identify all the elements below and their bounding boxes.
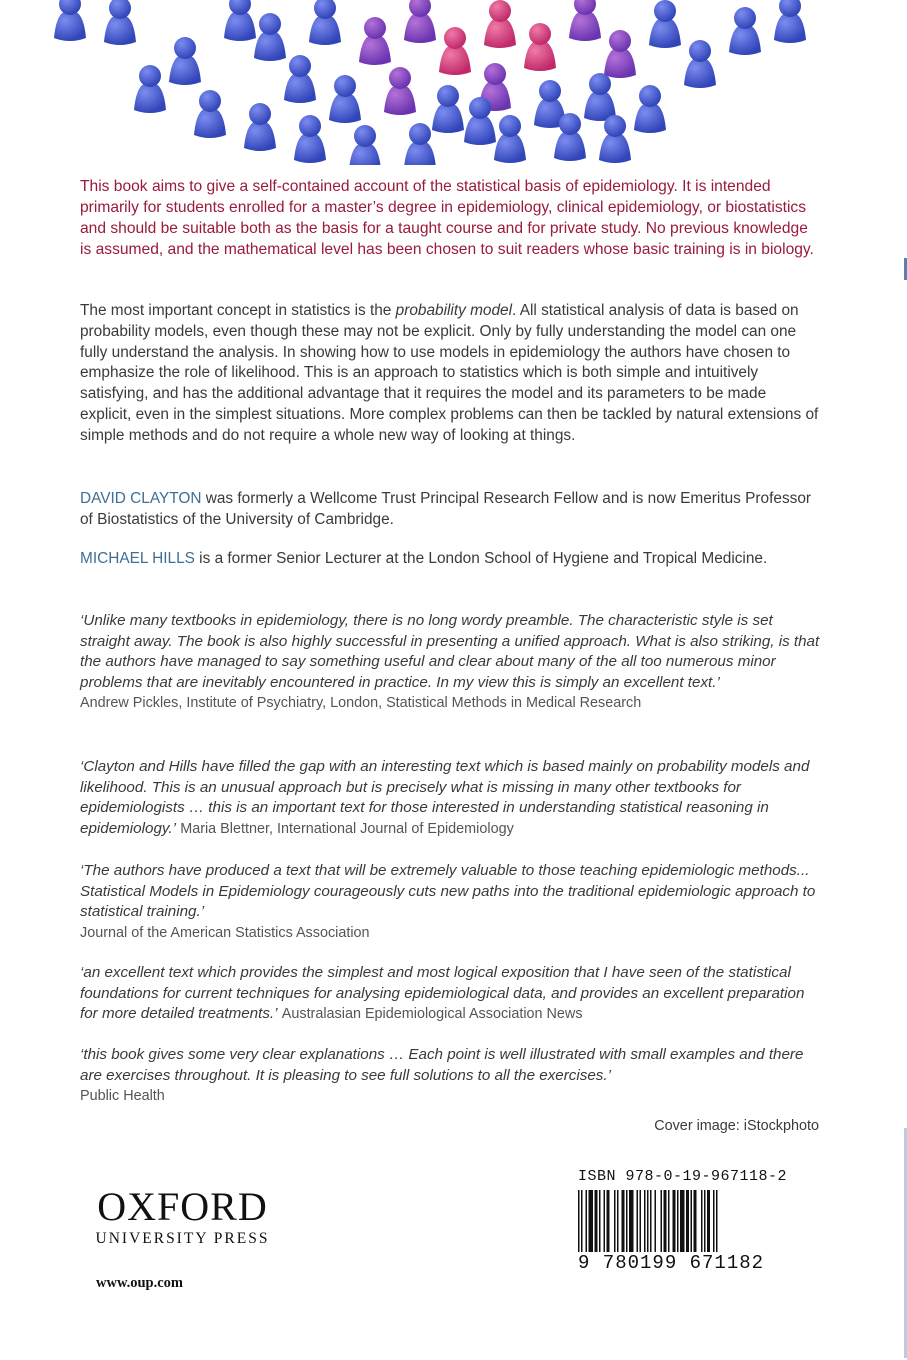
quote-source: Maria Blettner, International Journal of Epidemiology [180, 820, 514, 837]
author-bio-hills [80, 549, 825, 570]
quote-source: Journal of the American Statistics Association [80, 924, 370, 941]
pawn-icon [649, 0, 681, 48]
pawn-icon [599, 115, 631, 163]
pawn-icon [404, 0, 436, 43]
pawn-icon [294, 115, 326, 163]
publisher-subtitle: UNIVERSITY PRESS [95, 1230, 270, 1247]
author-bio-clayton [80, 489, 825, 531]
author-bio: was formerly a Wellcome Trust Principal Research Fellow and is now Emeritus Professor of Biostatistics of the University of Cambridge. [80, 490, 812, 528]
publisher-name: OXFORD [97, 1184, 268, 1229]
book-blurb: This book aims to give a self-contained account of the statistical basis of epidemiology. It is intended primarily for students enrolled for a master’s degree in epidemiology, clinical epidemiology, or biostatistics and should be suitable both as the basis for a taught course and for private study. No previous knowledge is assumed, and the mathematical level has been chosen to suit readers whose basic training is in biology. [80, 178, 814, 258]
pawn-icon [569, 0, 601, 41]
pawn-icon [729, 7, 761, 55]
publisher-url[interactable]: www.oup.com [96, 1275, 184, 1291]
pawn-icon [134, 65, 166, 113]
intro-text-after: . All statistical analysis of data is based on probability models, even though these may not be explicit. Only by fully understanding the model can one fully understand the analysis. In showing how to use models in epidemiology the authors have chosen to emphasize the role of likelihood. This is an approach to statistics which is both simple and intuitively satisfying, and has the additional advantage that it requires the model and its parameters to be made explicit, even in the simplest situations. More complex problems can then be tackled by natural extensions of simple methods and do not require a whole new way of looking at things. [80, 302, 819, 444]
pawn-icon [684, 40, 716, 88]
author-bio: is a former Senior Lecturer at the London School of Hygiene and Tropical Medicine. [194, 550, 768, 567]
review-quote [80, 1045, 820, 1107]
pawn-icon [224, 0, 256, 41]
pawn-icon [284, 55, 316, 103]
quote-source: Australasian Epidemiological Association News [281, 1006, 583, 1022]
pawn-icon [404, 123, 436, 165]
pawn-icon [309, 0, 341, 45]
intro-emphasis: probability model [395, 302, 512, 319]
pawn-icon [524, 23, 556, 71]
pawn-icon [584, 73, 616, 121]
pawn-icon [439, 27, 471, 75]
intro-text-before: The most important concept in statistics is the [80, 302, 396, 319]
pawn-icon [349, 125, 381, 165]
pawn-icon [359, 17, 391, 65]
isbn-label: ISBN 978-0-19-967118-2 [578, 1168, 788, 1185]
pawn-icon [432, 85, 464, 133]
pawn-icon [634, 85, 666, 133]
quote-text: ‘an excellent text which provides the simplest and most logical exposition that I have seen of the statistical foundations for current techniques for analysing epidemiological data, and provides an excellent preparation for more detailed treatments.’ [80, 964, 805, 1022]
quote-text: ‘Clayton and Hills have filled the gap with an interesting text which is based mainly on probability models and likelihood. This is an unusual approach but is precisely what is missing in many other textbooks for epidemiologists … this is an important text for those interested in understanding statistical reasoning in epidemiology.’ [80, 758, 810, 837]
intro-paragraph [80, 301, 820, 447]
review-quote [80, 861, 820, 943]
pawn-icon [104, 0, 136, 45]
author-name: MICHAEL HILLS [80, 550, 195, 567]
quote-text: ‘this book gives some very clear explanations … Each point is well illustrated with small examples and there are exercises throughout. It is pleasing to see full solutions to all the exercises.’ [80, 1046, 804, 1084]
quote-source: Andrew Pickles, Institute of Psychiatry, London, Statistical Methods in Medical Research [80, 695, 642, 711]
publisher-logo [80, 1186, 285, 1248]
author-name: DAVID CLAYTON [80, 490, 202, 507]
pawn-icon [169, 37, 201, 85]
review-quote [80, 757, 820, 839]
quote-text: ‘The authors have produced a text that will be extremely valuable to those teaching epidemiologic methods... Statistical Models in Epidemiology courageously cuts new paths into the traditional epidemiologic approach to statistical training.’ [80, 862, 816, 920]
pawn-icon [384, 67, 416, 115]
review-quote [80, 611, 820, 714]
barcode-digits: 9 780199 671182 [578, 1252, 792, 1274]
pawn-icon [254, 13, 286, 61]
cover-image-pawns [0, 0, 907, 165]
quote-source: Public Health [80, 1088, 165, 1104]
pawn-icon [484, 0, 516, 48]
pawn-icon [494, 115, 526, 163]
pawn-icon [604, 30, 636, 78]
pawn-icon [329, 75, 361, 123]
pawn-icon [774, 0, 806, 43]
quote-text: ‘Unlike many textbooks in epidemiology, there is no long wordy preamble. The characteristic style is set straight away. The book is also highly successful in presenting a unified approach. What is also striking, is that the authors have managed to say something useful and clear about many of the all too numerous minor problems that are inevitably encountered in practice. In my view this is simply an excellent text.’ [80, 612, 820, 691]
pawn-icon [244, 103, 276, 151]
pawn-icon [194, 90, 226, 138]
review-quote [80, 963, 820, 1025]
cover-credit: Cover image: iStockphoto [654, 1118, 819, 1134]
pawn-icon [54, 0, 86, 41]
